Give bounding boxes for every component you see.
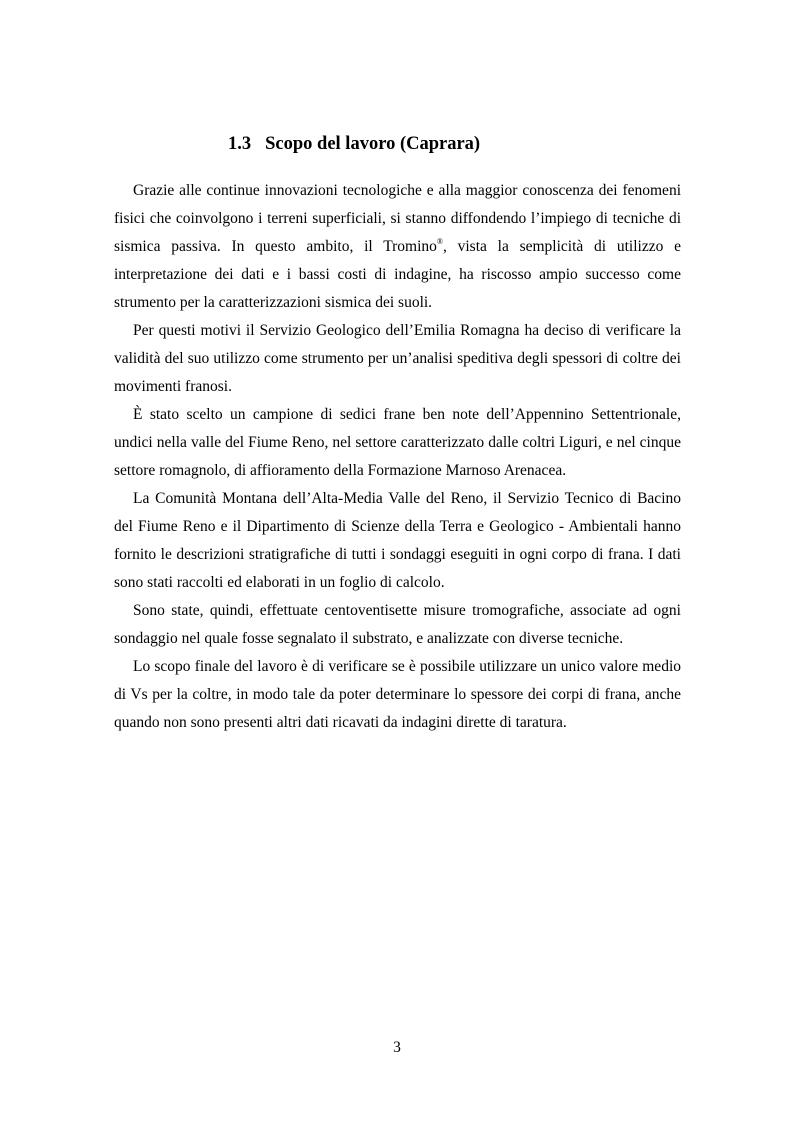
section-title: Scopo del lavoro (Caprara) xyxy=(265,134,481,154)
paragraph-4: La Comunità Montana dell’Alta-Media Valle del Reno, il Servizio Tecnico di Bacino del Fiume Reno e il Dipartimento di Scienze della Terra e Geologico - Ambientali hanno fornito le descrizioni stratigrafiche di tutti i sondaggi eseguiti in ogni corpo di frana. I dati sono stati raccolti ed elaborati in un foglio di calcolo. xyxy=(114,490,681,591)
paragraph-2: Per questi motivi il Servizio Geologico dell’Emilia Romagna ha deciso di verificare la validità del suo utilizzo come strumento per un’analisi speditiva degli spessori di coltre dei movimenti franosi. xyxy=(114,322,681,395)
paragraph-1-text-before: Grazie alle continue innovazioni tecnologiche e alla maggior conoscenza dei fenomeni fisici che coinvolgono i terreni superficiali, si stanno diffondendo l’impiego di tecniche di sismica passiva. In questo ambito, il Tromino xyxy=(114,182,681,255)
paragraph-3: È stato scelto un campione di sedici frane ben note dell’Appennino Settentrionale, undici nella valle del Fiume Reno, nel settore caratterizzato dalle coltri Liguri, e nel cinque settore romagnolo, di affioramento della Formazione Marnoso Arenacea. xyxy=(114,406,681,479)
paragraph-5: Sono state, quindi, effettuate centoventisette misure tromografiche, associate ad ogni sondaggio nel quale fosse segnalato il substrato, e analizzate con diverse tecniche. xyxy=(114,602,681,647)
paragraph-1-text-after: , vista la semplicità di utilizzo e interpretazione dei dati e i bassi costi di indagine, ha riscosso ampio successo come strumento per la caratterizzazioni sismica dei suoli. xyxy=(114,238,681,311)
section-heading xyxy=(228,132,480,156)
section-number: 1.3 xyxy=(228,134,252,154)
body-text xyxy=(114,177,681,737)
page-number: 3 xyxy=(393,1039,401,1056)
paragraph-6: Lo scopo finale del lavoro è di verificare se è possibile utilizzare un unico valore medio di Vs per la coltre, in modo tale da poter determinare lo spessore dei corpi di frana, anche quando non sono presenti altri dati ricavati da indagini dirette di taratura. xyxy=(114,658,681,731)
registered-mark: ® xyxy=(436,237,443,246)
paragraph-1 xyxy=(114,177,681,317)
